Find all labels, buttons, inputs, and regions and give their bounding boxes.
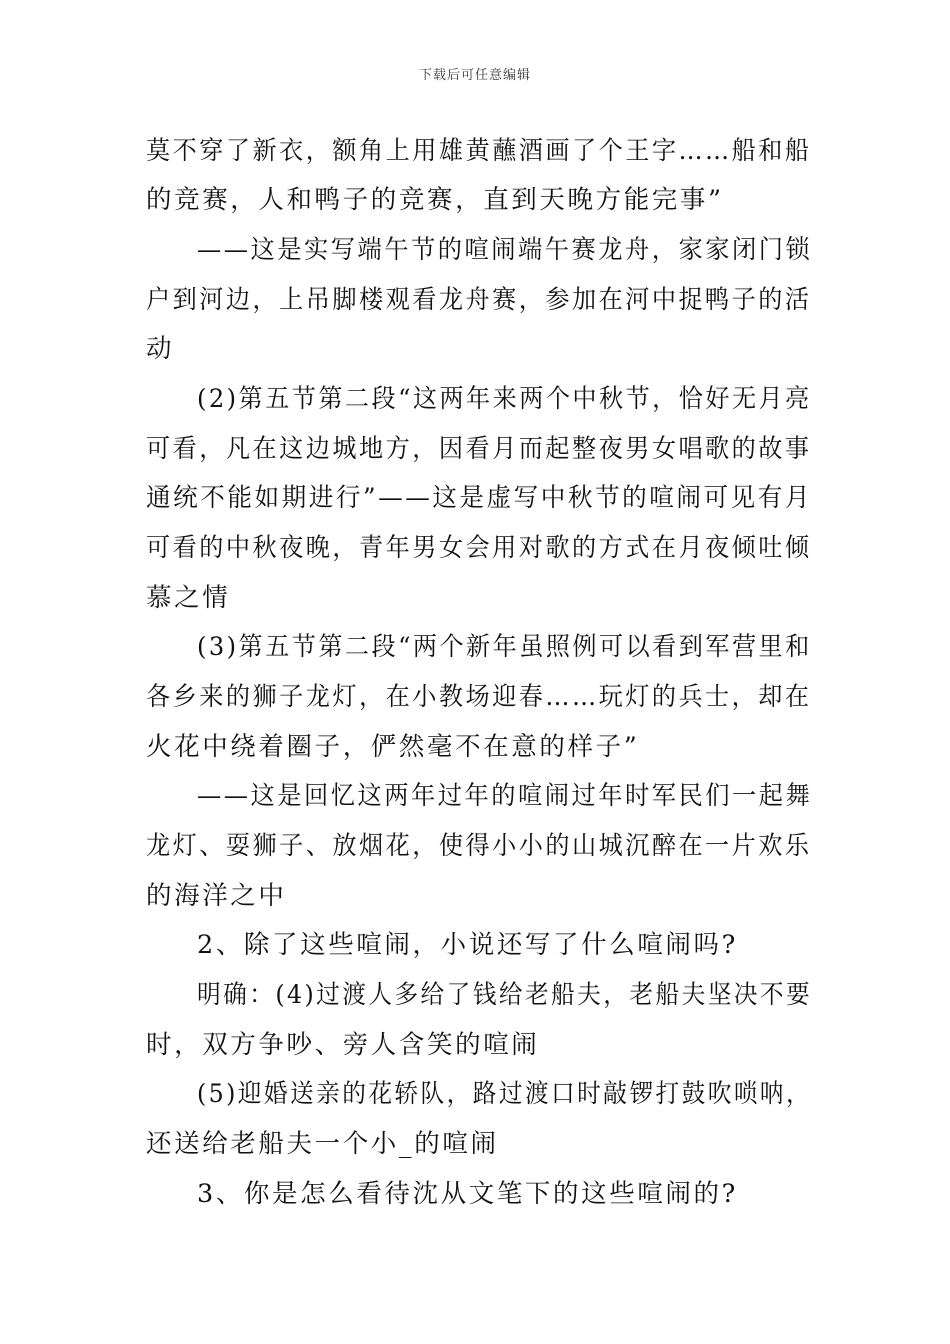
page-header: 下载后可任意编辑 (418, 68, 531, 83)
text-line: 各乡来的狮子龙灯，在小教场迎春……玩灯的兵士，却在 (146, 682, 812, 712)
text-line: 2、除了这些喧闹，小说还写了什么喧闹吗? (197, 930, 738, 960)
text-line: 3、你是怎么看待沈从文笔下的这些喧闹的? (197, 1179, 738, 1209)
text-line: 时，双方争吵、旁人含笑的喧闹 (146, 1030, 540, 1060)
text-line: (3)第五节第二段“两个新年虽照例可以看到军营里和 (197, 632, 812, 662)
text-line: 可看的中秋夜晚，青年男女会用对歌的方式在月夜倾吐倾 (146, 533, 812, 563)
text-line: ——这是实写端午节的喧闹端午赛龙舟，家家闭门锁 (197, 235, 813, 265)
text-line: 莫不穿了新衣，额角上用雄黄蘸酒画了个王字……船和船 (146, 136, 812, 166)
text-line: 可看，凡在这边城地方，因看月而起整夜男女唱歌的故事 (146, 434, 812, 464)
text-line: (2)第五节第二段“这两年来两个中秋节，恰好无月亮 (197, 384, 812, 414)
text-line: 慕之情 (146, 583, 231, 613)
text-line: 的海洋之中 (146, 881, 287, 911)
text-line: 还送给老船夫一个小_的喧闹 (146, 1129, 499, 1159)
text-line: 通统不能如期进行”——这是虚写中秋节的喧闹可见有月 (146, 483, 813, 513)
text-line: ——这是回忆这两年过年的喧闹过年时军民们一起舞 (197, 781, 813, 811)
text-line: 动 (146, 334, 175, 364)
text-line: 火花中绕着圈子，俨然毫不在意的样子” (146, 732, 640, 762)
text-line: 明确：(4)过渡人多给了钱给老船夫，老船夫坚决不要 (197, 980, 813, 1010)
text-line: 户到河边，上吊脚楼观看龙舟赛，参加在河中捉鸭子的活 (146, 285, 812, 315)
text-line: 的竞赛，人和鸭子的竞赛，直到天晚方能完事” (146, 185, 724, 215)
text-line: (5)迎婚送亲的花轿队，路过渡口时敲锣打鼓吹唢呐， (197, 1079, 813, 1109)
text-line: 龙灯、耍狮子、放烟花，使得小小的山城沉醉在一片欢乐 (146, 831, 812, 861)
